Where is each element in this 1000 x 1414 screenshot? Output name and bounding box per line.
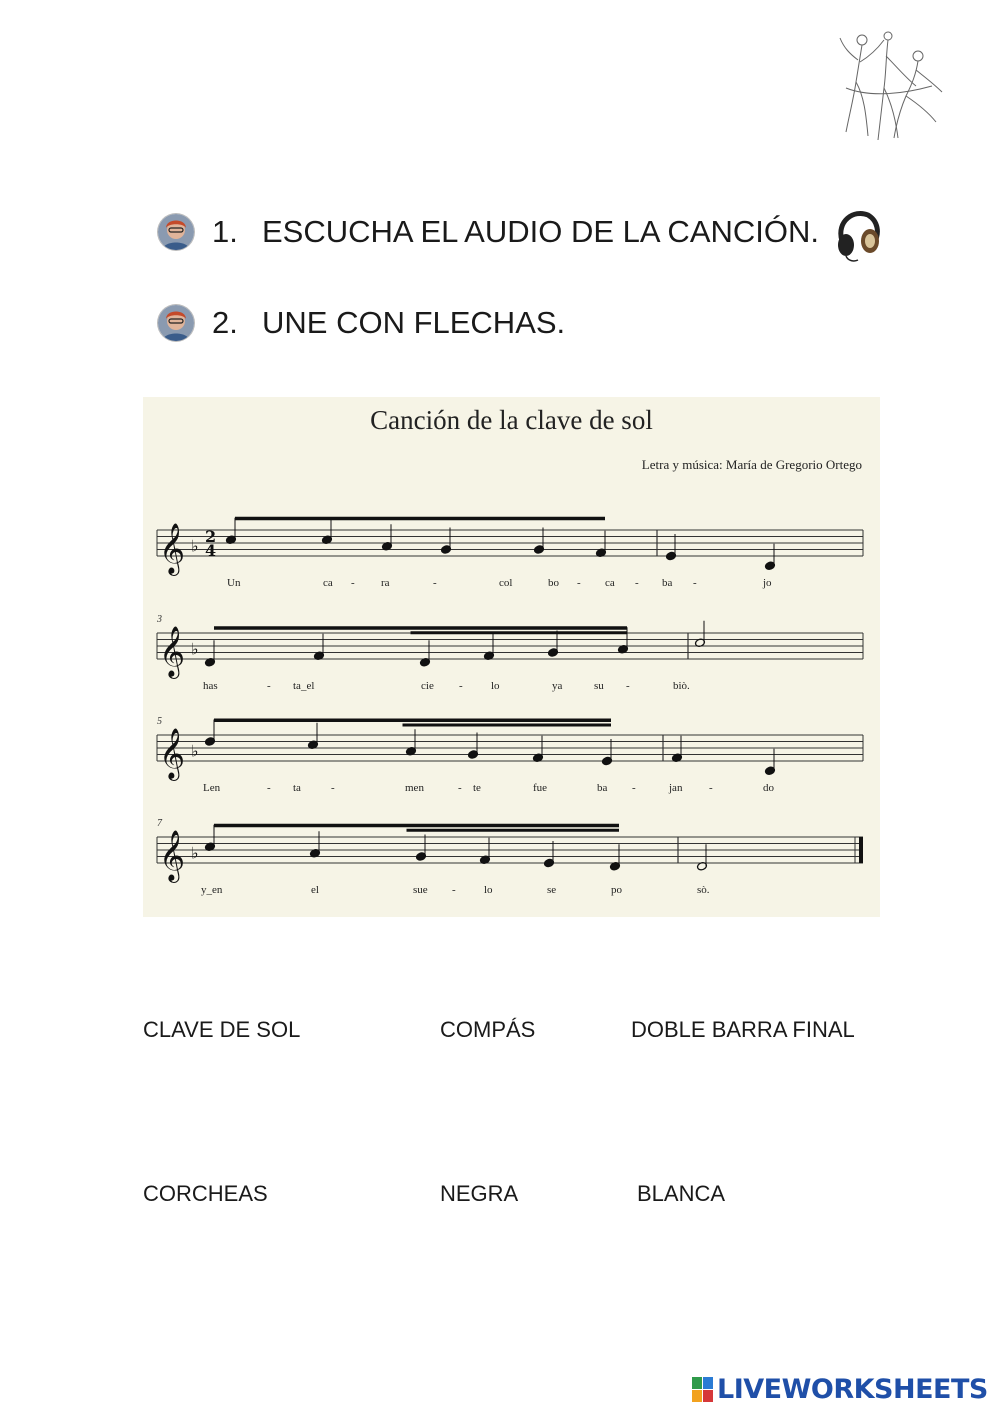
lyric-syllable: su (594, 680, 604, 692)
measure-number: 3 (157, 614, 162, 625)
note-beam (235, 517, 605, 521)
lyric-syllable: col (499, 577, 513, 589)
instruction-text: ESCUCHA EL AUDIO DE LA CANCIÓN. (262, 214, 820, 249)
teacher-avatar-icon[interactable] (158, 305, 194, 341)
note-beam-secondary (407, 829, 620, 832)
teacher-avatar-icon[interactable] (158, 214, 194, 250)
liveworksheets-logo[interactable] (692, 1374, 988, 1405)
word-blanca[interactable]: BLANCA (637, 1181, 726, 1206)
lyric-syllable: ta (293, 782, 301, 794)
lyric-syllable: biò. (673, 680, 690, 692)
lyric-syllable: lo (491, 680, 500, 692)
instruction-2 (158, 305, 565, 341)
lyric-syllable: bo (548, 577, 559, 589)
lyric-syllable: Len (203, 782, 221, 794)
lyric-syllable: ca (605, 577, 615, 589)
lyric-syllable: - (635, 577, 639, 589)
music-staves (143, 397, 880, 917)
instruction-1 (158, 214, 819, 250)
lyric-syllable: ca (323, 577, 333, 589)
word-negra[interactable]: NEGRA (440, 1181, 519, 1206)
lyric-syllable: ya (552, 680, 563, 692)
lyric-syllable: ra (381, 577, 390, 589)
lyric-syllable: - (693, 577, 697, 589)
instruction-number: 1. (212, 214, 238, 249)
note-beam-secondary (403, 724, 612, 727)
lyric-syllable: se (547, 884, 557, 896)
song-title: Canción de la clave de sol (370, 405, 653, 435)
time-signature-top: 2 (205, 527, 217, 546)
lyric-syllable: - (267, 782, 271, 794)
lyric-syllable: ba (597, 782, 608, 794)
lyric-syllable: cie (421, 680, 434, 692)
lyric-syllable: - (459, 680, 463, 692)
lyric-syllable: - (452, 884, 456, 896)
note-beam (214, 824, 619, 828)
lyric-syllable: - (267, 680, 271, 692)
flat-icon: ♭ (191, 639, 199, 659)
flat-icon: ♭ (191, 843, 199, 863)
time-signature-bottom: 4 (205, 541, 217, 560)
sheet-music (143, 397, 880, 917)
lyric-syllable: sue (413, 884, 428, 896)
lyric-syllable: el (311, 884, 319, 896)
lyric-syllable: - (577, 577, 581, 589)
headphones-icon[interactable] (834, 207, 880, 263)
lyric-syllable: fue (533, 782, 548, 794)
lyric-syllable: jo (763, 577, 772, 589)
word-doble-barra-final[interactable]: DOBLE BARRA FINAL (631, 1017, 855, 1042)
treble-clef-icon: 𝄞 (159, 626, 186, 677)
lyric-syllable: lo (484, 884, 493, 896)
lyric-syllable: - (458, 782, 462, 794)
word-compas[interactable]: COMPÁS (440, 1017, 536, 1042)
dancers-sketch-icon (836, 26, 948, 144)
lyric-syllable: - (433, 577, 437, 589)
lyric-syllable: - (351, 577, 355, 589)
flat-icon: ♭ (191, 536, 199, 556)
lyric-syllable: y_en (201, 884, 223, 896)
liveworksheets-logo-icon (692, 1377, 714, 1403)
lyric-syllable: jan (669, 782, 683, 794)
song-credit: Letra y música: María de Gregorio Ortego (641, 457, 862, 472)
measure-number: 5 (157, 716, 162, 727)
lyric-syllable: - (632, 782, 636, 794)
treble-clef-icon: 𝄞 (159, 523, 186, 574)
lyric-syllable: sò. (697, 884, 710, 896)
lyric-syllable: Un (227, 577, 241, 589)
lyric-syllable: ba (662, 577, 673, 589)
lyric-syllable: - (626, 680, 630, 692)
final-barline-thick (859, 837, 863, 863)
note-beam (214, 626, 627, 630)
instruction-number: 2. (212, 305, 238, 340)
note-beam-secondary (411, 631, 628, 634)
lyric-syllable: - (709, 782, 713, 794)
flat-icon: ♭ (191, 741, 199, 761)
note-beam (214, 719, 611, 723)
treble-clef-icon: 𝄞 (159, 830, 186, 881)
lyric-syllable: has (203, 680, 218, 692)
word-clave-de-sol[interactable]: CLAVE DE SOL (143, 1017, 301, 1042)
lyric-syllable: do (763, 782, 774, 794)
word-corcheas[interactable]: CORCHEAS (143, 1181, 268, 1206)
lyric-syllable: men (405, 782, 424, 794)
treble-clef-icon: 𝄞 (159, 728, 186, 779)
instruction-text: UNE CON FLECHAS. (262, 305, 566, 340)
measure-number: 7 (157, 818, 162, 829)
liveworksheets-brand: LIVEWORKSHEETS (717, 1374, 988, 1405)
lyric-syllable: - (331, 782, 335, 794)
lyric-syllable: po (611, 884, 622, 896)
lyric-syllable: ta_el (293, 680, 315, 692)
lyric-syllable: te (473, 782, 481, 794)
